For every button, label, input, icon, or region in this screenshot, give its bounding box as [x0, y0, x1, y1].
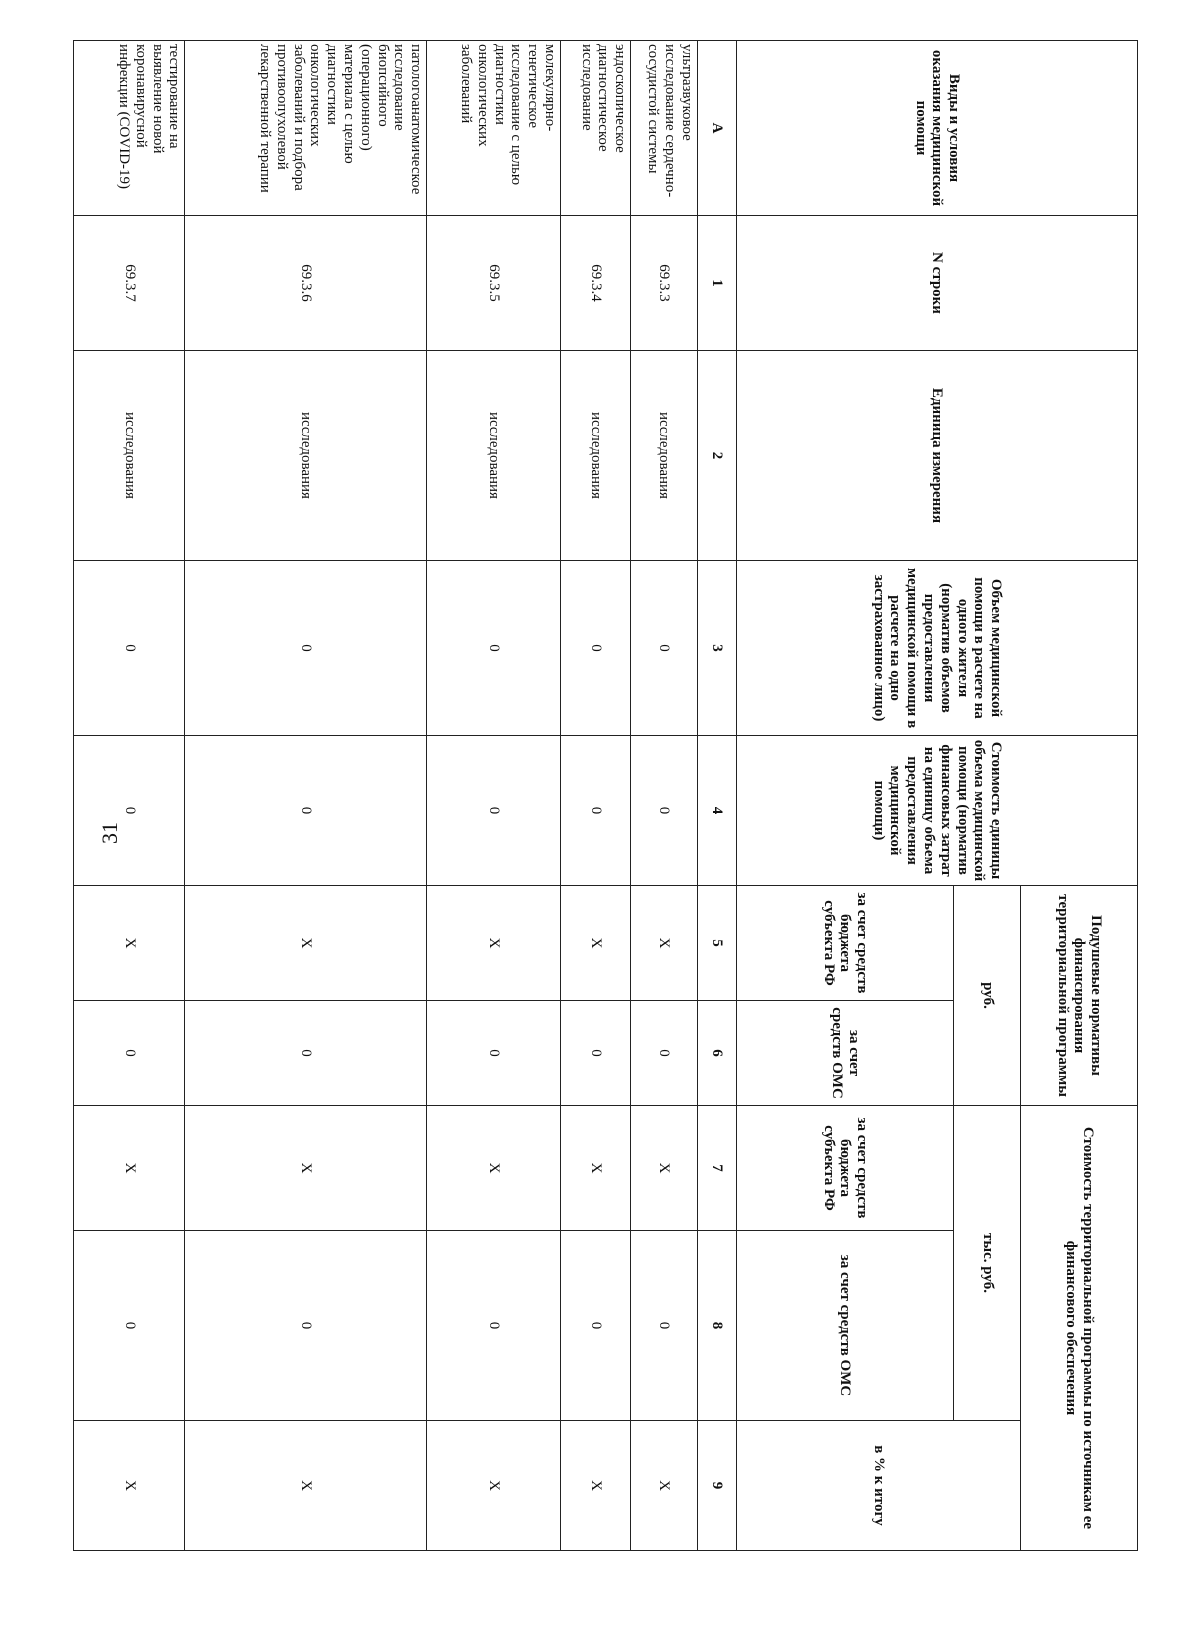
row-c6: 0	[631, 1001, 698, 1106]
row-c6: 0	[560, 1001, 630, 1106]
header-unit-rub: руб.	[954, 886, 1021, 1106]
row-c4: 0	[631, 736, 698, 886]
row-c8: 0	[560, 1231, 630, 1421]
row-c4: 0	[185, 736, 427, 886]
row-c7: X	[185, 1106, 427, 1231]
row-c4: 0	[427, 736, 561, 886]
row-name: эндоскопическое диагностическое исследование	[560, 41, 630, 216]
row-c9: X	[74, 1421, 185, 1551]
row-code: 69.3.3	[631, 216, 698, 351]
row-code: 69.3.5	[427, 216, 561, 351]
budget-table	[73, 40, 1138, 1551]
row-c9: X	[185, 1421, 427, 1551]
row-code: 69.3.6	[185, 216, 427, 351]
row-c3: 0	[560, 561, 630, 736]
row-c3: 0	[427, 561, 561, 736]
column-number: 2	[697, 351, 736, 561]
row-name: ультразвуковое исследование сердечно-сосудистой системы	[631, 41, 698, 216]
row-c5: X	[631, 886, 698, 1001]
header-col-9: в % к итогу	[736, 1421, 1020, 1551]
header-col-6: за счет средств ОМС	[736, 1001, 953, 1106]
row-c5: X	[560, 886, 630, 1001]
header-group-cost: Стоимость территориальной программы по источникам ее финансового обеспечения	[1021, 1106, 1138, 1551]
column-number: 8	[697, 1231, 736, 1421]
row-unit: исследования	[560, 351, 630, 561]
row-c4: 0	[74, 736, 185, 886]
table-row	[631, 41, 698, 1551]
column-number: 1	[697, 216, 736, 351]
table-row	[185, 41, 427, 1551]
row-c4: 0	[560, 736, 630, 886]
header-row-1	[1021, 41, 1138, 1551]
row-c7: X	[631, 1106, 698, 1231]
row-unit: исследования	[74, 351, 185, 561]
header-col-4: Стоимость единицы объема медицинской помощи (норматив финансовых затрат на единицу объема предоставления медицинской помощи)	[736, 736, 1137, 886]
row-c9: X	[560, 1421, 630, 1551]
row-code: 69.3.4	[560, 216, 630, 351]
row-c5: X	[74, 886, 185, 1001]
column-number: 9	[697, 1421, 736, 1551]
row-c8: 0	[74, 1231, 185, 1421]
row-unit: исследования	[185, 351, 427, 561]
rotated-table-wrapper	[73, 40, 1138, 1550]
row-name: молекулярно-генетическое исследование с целью диагностики онкологических заболеваний	[427, 41, 561, 216]
column-number: 7	[697, 1106, 736, 1231]
header-col-8: за счет средств ОМС	[736, 1231, 953, 1421]
page-number: 31	[97, 822, 122, 844]
row-c9: X	[631, 1421, 698, 1551]
table-row	[560, 41, 630, 1551]
row-c6: 0	[427, 1001, 561, 1106]
row-name: тестирование на выявление новой коронавирусной инфекции (COVID-19)	[74, 41, 185, 216]
row-c6: 0	[185, 1001, 427, 1106]
table-row	[427, 41, 561, 1551]
row-c8: 0	[185, 1231, 427, 1421]
header-col-3: Объем медицинской помощи в расчете на одного жителя (норматив объемов предоставления медицинской помощи в расчете на одно застрахованное лицо)	[736, 561, 1137, 736]
row-c8: 0	[631, 1231, 698, 1421]
table-row	[74, 41, 185, 1551]
row-c6: 0	[74, 1001, 185, 1106]
row-c3: 0	[74, 561, 185, 736]
column-number: 5	[697, 886, 736, 1001]
row-unit: исследования	[631, 351, 698, 561]
row-c7: X	[560, 1106, 630, 1231]
column-number: 6	[697, 1001, 736, 1106]
column-number-row	[697, 41, 736, 1551]
row-c8: 0	[427, 1231, 561, 1421]
row-c5: X	[427, 886, 561, 1001]
header-col-a: Виды и условия оказания медицинской помощи	[736, 41, 1137, 216]
header-group-per-capita: Подушевые нормативы финансирования территориальной программы	[1021, 886, 1138, 1106]
header-col-1: N строки	[736, 216, 1137, 351]
row-c3: 0	[185, 561, 427, 736]
column-number: А	[697, 41, 736, 216]
header-unit-thousand-rub: тыс. руб.	[954, 1106, 1021, 1421]
header-col-5: за счет средств бюджета субъекта РФ	[736, 886, 953, 1001]
row-unit: исследования	[427, 351, 561, 561]
row-c5: X	[185, 886, 427, 1001]
row-c7: X	[74, 1106, 185, 1231]
row-c7: X	[427, 1106, 561, 1231]
column-number: 3	[697, 561, 736, 736]
row-c9: X	[427, 1421, 561, 1551]
column-number: 4	[697, 736, 736, 886]
row-name: патологоанатомическое исследование биопсийного (операционного) материала с целью диагностики онкологических заболеваний и подбора противоопухолевой лекарственной терапии	[185, 41, 427, 216]
header-col-2: Единица измерения	[736, 351, 1137, 561]
row-c3: 0	[631, 561, 698, 736]
row-code: 69.3.7	[74, 216, 185, 351]
header-col-7: за счет средств бюджета субъекта РФ	[736, 1106, 953, 1231]
